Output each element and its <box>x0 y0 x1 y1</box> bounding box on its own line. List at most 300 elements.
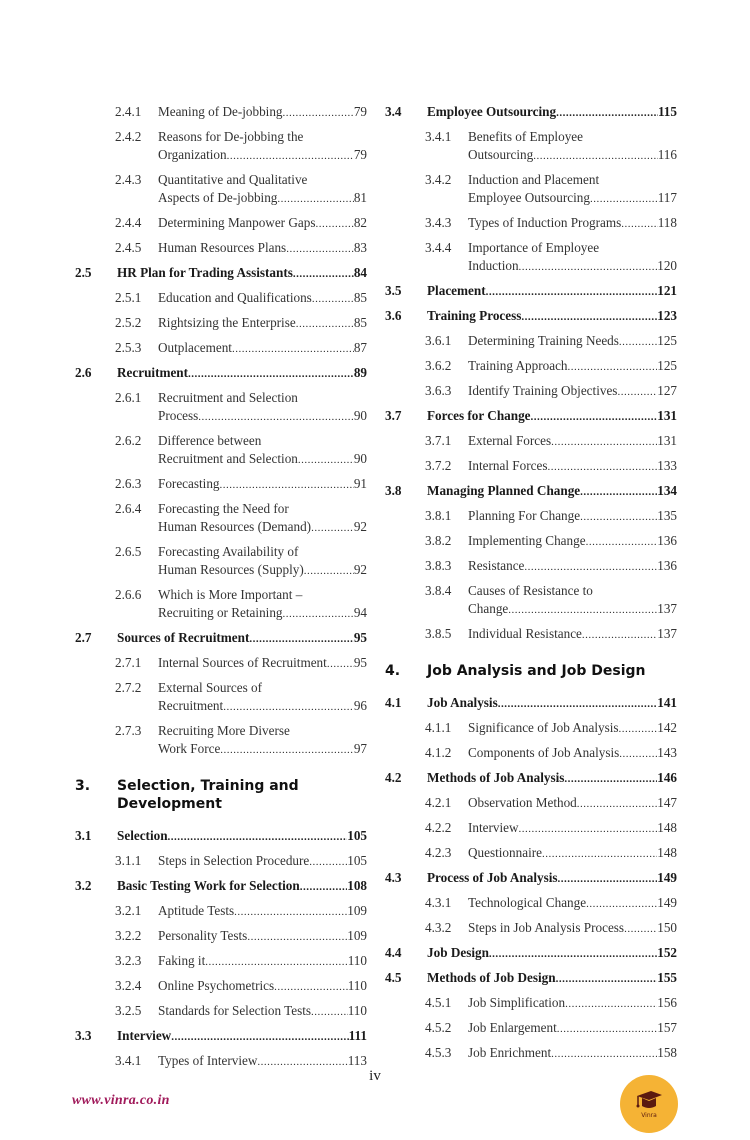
entry-title: Causes of Resistance to <box>468 583 593 598</box>
page-ref: 79 <box>353 104 367 119</box>
dot-leader <box>327 655 354 673</box>
page-ref: 118 <box>657 215 677 230</box>
entry-number: 4.2 <box>385 770 402 785</box>
entry-title: Job Analysis <box>427 695 498 710</box>
dot-leader <box>298 451 354 469</box>
entry-title: Resistance <box>468 558 525 573</box>
entry-title: Personality Tests <box>158 928 248 943</box>
dot-leader <box>311 519 354 537</box>
page-ref: 92 <box>353 562 367 577</box>
page-ref: 113 <box>347 1053 367 1068</box>
entry-title: HR Plan for Trading Assistants <box>117 265 293 280</box>
entry-title: Difference between <box>158 433 262 448</box>
entry-title: Components of Job Analysis <box>468 745 620 760</box>
toc-section-entry[interactable] <box>75 1027 367 1046</box>
entry-number: 2.5.3 <box>115 340 142 355</box>
page-ref: 109 <box>347 928 367 943</box>
toc-subsection-entry[interactable] <box>75 339 367 358</box>
page-ref: 157 <box>657 1020 677 1035</box>
toc-section-entry[interactable] <box>385 694 677 713</box>
chapter-number: 4. <box>385 663 401 679</box>
toc-left-column <box>75 103 367 1077</box>
toc-section-entry[interactable] <box>385 769 677 788</box>
toc-subsection-entry[interactable] <box>75 852 367 871</box>
entry-number: 3.7 <box>385 408 402 423</box>
entry-number: 4.1.1 <box>425 720 452 735</box>
entry-title: Questionnaire <box>468 845 542 860</box>
entry-title: Internal Sources of Recruitment <box>158 655 327 670</box>
dot-leader <box>586 533 658 551</box>
dot-leader <box>564 770 657 788</box>
chapter-number: 3. <box>75 778 91 794</box>
entry-number: 3.2.2 <box>115 928 142 943</box>
toc-subsection-entry[interactable] <box>75 171 367 208</box>
dot-leader <box>304 562 354 580</box>
page-ref: 135 <box>657 508 677 523</box>
entry-number: 2.7 <box>75 630 92 645</box>
page-ref: 95 <box>353 630 367 645</box>
page-number: iv <box>369 1068 381 1084</box>
entry-number: 4.5.3 <box>425 1045 452 1060</box>
page-ref: 121 <box>657 283 677 298</box>
entry-number: 2.7.3 <box>115 723 142 738</box>
page-ref: 87 <box>353 340 367 355</box>
dot-leader <box>311 1003 348 1021</box>
entry-title: Faking it <box>158 953 206 968</box>
entry-number: 3.5 <box>385 283 402 298</box>
entry-title: External Sources of <box>158 680 262 695</box>
dot-leader <box>315 215 353 233</box>
page-ref: 81 <box>353 190 367 205</box>
toc-subsection-entry[interactable] <box>385 357 677 376</box>
page-ref: 142 <box>657 720 677 735</box>
dot-leader <box>580 483 657 501</box>
page-ref: 131 <box>657 408 677 423</box>
dot-leader <box>624 920 657 938</box>
dot-leader <box>582 626 657 644</box>
entry-number: 2.6 <box>75 365 92 380</box>
entry-number: 4.1 <box>385 695 402 710</box>
entry-title: Determining Manpower Gaps <box>158 215 316 230</box>
entry-number: 2.5 <box>75 265 92 280</box>
entry-number: 3.1 <box>75 828 92 843</box>
website-link[interactable]: www.vinra.co.in <box>72 1093 170 1108</box>
entry-title: Identify Training Objectives <box>468 383 618 398</box>
entry-title: Technological Change <box>468 895 587 910</box>
page-ref: 137 <box>657 626 677 641</box>
entry-title: Training Approach <box>468 358 568 373</box>
entry-number: 4.2.3 <box>425 845 452 860</box>
dot-leader <box>247 928 347 946</box>
entry-title: Significance of Job Analysis <box>468 720 619 735</box>
dot-leader <box>557 1020 657 1038</box>
entry-title: Process of Job Analysis <box>427 870 558 885</box>
entry-title: Rightsizing the Enterprise <box>158 315 296 330</box>
entry-number: 4.3 <box>385 870 402 885</box>
page-ref: 158 <box>657 1045 677 1060</box>
entry-title: Aptitude Tests <box>158 903 235 918</box>
page-ref: 109 <box>347 903 367 918</box>
toc-section-entry[interactable] <box>385 407 677 426</box>
entry-title: Planning For Change <box>468 508 581 523</box>
entry-number: 3.6.1 <box>425 333 452 348</box>
page-ref: 91 <box>353 476 367 491</box>
page-ref: 156 <box>657 995 677 1010</box>
entry-title: Outplacement <box>158 340 232 355</box>
toc-subsection-entry[interactable] <box>385 582 677 619</box>
entry-title: Reasons for De-jobbing the <box>158 129 304 144</box>
dot-leader <box>489 945 657 963</box>
entry-number: 4.4 <box>385 945 402 960</box>
toc-subsection-entry[interactable] <box>75 679 367 716</box>
dot-leader <box>580 508 657 526</box>
dot-leader <box>556 970 658 988</box>
entry-title: Managing Planned Change <box>427 483 581 498</box>
entry-title: Implementing Change <box>468 533 586 548</box>
entry-number: 3.7.1 <box>425 433 452 448</box>
dot-leader <box>296 315 354 333</box>
dot-leader <box>586 895 657 913</box>
entry-title: Organization <box>158 147 227 162</box>
toc-subsection-entry[interactable] <box>75 432 367 469</box>
toc-section-entry[interactable] <box>75 827 367 846</box>
entry-number: 2.7.2 <box>115 680 142 695</box>
entry-number: 3.8.5 <box>425 626 452 641</box>
entry-number: 3.6.3 <box>425 383 452 398</box>
graduation-cap-icon <box>634 1089 664 1111</box>
dot-leader <box>188 365 354 383</box>
page-ref: 141 <box>657 695 677 710</box>
entry-number: 2.4.5 <box>115 240 142 255</box>
toc-section-entry[interactable] <box>385 103 677 122</box>
toc-subsection-entry[interactable] <box>385 507 677 526</box>
page-ref: 136 <box>657 558 677 573</box>
page-ref: 111 <box>348 1028 367 1043</box>
dot-leader <box>274 978 348 996</box>
entry-number: 4.3.1 <box>425 895 452 910</box>
toc-section-entry[interactable] <box>385 869 677 888</box>
entry-title: Training Process <box>427 308 522 323</box>
entry-title: Determining Training Needs <box>468 333 619 348</box>
entry-number: 3.2.3 <box>115 953 142 968</box>
toc-subsection-entry[interactable] <box>385 1019 677 1038</box>
entry-title: Steps in Selection Procedure <box>158 853 310 868</box>
page-ref: 105 <box>347 828 367 843</box>
entry-title: Induction <box>468 258 519 273</box>
chapter-title-line: Selection, Training and <box>117 778 299 794</box>
entry-number: 2.6.5 <box>115 544 142 559</box>
dot-leader <box>531 408 658 426</box>
entry-number: 3.2 <box>75 878 92 893</box>
entry-title: Forecasting the Need for <box>158 501 289 516</box>
dot-leader <box>300 878 348 896</box>
entry-number: 2.4.2 <box>115 129 142 144</box>
dot-leader <box>232 340 354 358</box>
toc-subsection-entry[interactable] <box>385 794 677 813</box>
dot-leader <box>619 333 657 351</box>
toc-subsection-entry[interactable] <box>385 128 677 165</box>
entry-title: Sources of Recruitment <box>117 630 250 645</box>
dot-leader <box>619 745 657 763</box>
toc-subsection-entry[interactable] <box>385 719 677 738</box>
toc-section-entry[interactable] <box>75 877 367 896</box>
dot-leader <box>498 695 657 713</box>
dot-leader <box>547 458 657 476</box>
toc-subsection-entry[interactable] <box>385 894 677 913</box>
entry-number: 2.7.1 <box>115 655 142 670</box>
toc-subsection-entry[interactable] <box>75 722 367 759</box>
dot-leader <box>168 828 348 846</box>
entry-number: 3.1.1 <box>115 853 142 868</box>
page-ref: 149 <box>657 895 677 910</box>
entry-number: 3.6 <box>385 308 402 323</box>
dot-leader <box>249 630 353 648</box>
dot-leader <box>617 383 657 401</box>
entry-number: 3.4.1 <box>425 129 452 144</box>
dot-leader <box>565 995 657 1013</box>
page-ref: 82 <box>353 215 367 230</box>
entry-title: Human Resources (Supply) <box>158 562 304 577</box>
toc-subsection-entry[interactable] <box>385 171 677 208</box>
dot-leader <box>283 104 354 122</box>
entry-title: Employee Outsourcing <box>427 104 557 119</box>
entry-title: Recruitment <box>117 365 189 380</box>
toc-subsection-entry[interactable] <box>385 994 677 1013</box>
dot-leader <box>558 870 658 888</box>
dot-leader <box>309 853 347 871</box>
entry-title: Observation Method <box>468 795 577 810</box>
toc-subsection-entry[interactable] <box>385 214 677 233</box>
toc-subsection-entry[interactable] <box>385 332 677 351</box>
toc-subsection-entry[interactable] <box>75 543 367 580</box>
toc-subsection-entry[interactable] <box>75 500 367 537</box>
page-ref: 116 <box>657 147 677 162</box>
toc-section-entry[interactable] <box>75 264 367 283</box>
entry-number: 4.5 <box>385 970 402 985</box>
entry-number: 2.6.3 <box>115 476 142 491</box>
entry-title: Basic Testing Work for Selection <box>117 878 300 893</box>
entry-number: 3.8.2 <box>425 533 452 548</box>
entry-title: Forecasting Availability of <box>158 544 299 559</box>
entry-number: 2.4.1 <box>115 104 142 119</box>
entry-title: Benefits of Employee <box>468 129 583 144</box>
page-ref: 85 <box>353 290 367 305</box>
entry-title: Job Enlargement <box>468 1020 557 1035</box>
dot-leader <box>519 820 658 838</box>
chapter-title-line: Development <box>117 796 222 812</box>
toc-subsection-entry[interactable] <box>75 654 367 673</box>
entry-number: 3.2.1 <box>115 903 142 918</box>
dot-leader <box>619 720 658 738</box>
dot-leader <box>234 903 347 921</box>
toc-subsection-entry[interactable] <box>385 239 677 276</box>
dot-leader <box>533 147 658 165</box>
entry-number: 3.4 <box>385 104 402 119</box>
toc-subsection-entry[interactable] <box>75 103 367 122</box>
entry-title: Individual Resistance <box>468 626 582 641</box>
toc-subsection-entry[interactable] <box>75 128 367 165</box>
toc-subsection-entry[interactable] <box>385 532 677 551</box>
page-ref: 79 <box>353 147 367 162</box>
toc-section-entry[interactable] <box>385 307 677 326</box>
toc-subsection-entry[interactable] <box>75 977 367 996</box>
chapter-heading <box>385 662 677 680</box>
toc-subsection-entry[interactable] <box>385 1044 677 1063</box>
dot-leader <box>277 190 353 208</box>
dot-leader <box>568 358 658 376</box>
page-ref: 105 <box>347 853 367 868</box>
toc-section-entry[interactable] <box>385 482 677 501</box>
entry-number: 2.5.2 <box>115 315 142 330</box>
dot-leader <box>508 601 657 619</box>
dot-leader <box>312 290 354 308</box>
dot-leader <box>293 265 354 283</box>
entry-title: Types of Interview <box>158 1053 258 1068</box>
dot-leader <box>227 147 354 165</box>
entry-number: 4.5.1 <box>425 995 452 1010</box>
toc-subsection-entry[interactable] <box>385 557 677 576</box>
page-ref: 96 <box>353 698 367 713</box>
entry-title: Education and Qualifications <box>158 290 312 305</box>
page-ref: 115 <box>657 104 677 119</box>
toc-subsection-entry[interactable] <box>75 1002 367 1021</box>
entry-title: Recruiting More Diverse <box>158 723 290 738</box>
entry-title: Internal Forces <box>468 458 548 473</box>
entry-title: Types of Induction Programs <box>468 215 622 230</box>
entry-number: 3.6.2 <box>425 358 452 373</box>
page-ref: 149 <box>657 870 677 885</box>
page-ref: 110 <box>347 953 367 968</box>
toc-section-entry[interactable] <box>75 629 367 648</box>
entry-number: 4.2.1 <box>425 795 452 810</box>
page-ref: 92 <box>353 519 367 534</box>
page-ref: 108 <box>347 878 367 893</box>
toc-subsection-entry[interactable] <box>75 952 367 971</box>
dot-leader <box>205 953 347 971</box>
toc-subsection-entry[interactable] <box>75 475 367 494</box>
entry-title: Meaning of De-jobbing <box>158 104 283 119</box>
entry-number: 4.2.2 <box>425 820 452 835</box>
entry-title: External Forces <box>468 433 552 448</box>
entry-title: Recruitment <box>158 698 224 713</box>
entry-number: 4.3.2 <box>425 920 452 935</box>
entry-title: Employee Outsourcing <box>468 190 590 205</box>
entry-title: Methods of Job Analysis <box>427 770 565 785</box>
chapter-title-line: Job Analysis and Job Design <box>427 663 646 679</box>
page-ref: 110 <box>347 978 367 993</box>
page-ref: 84 <box>353 265 367 280</box>
entry-number: 3.7.2 <box>425 458 452 473</box>
toc-section-entry[interactable] <box>75 364 367 383</box>
page-ref: 97 <box>353 741 367 756</box>
entry-title: Interview <box>468 820 519 835</box>
page-ref: 134 <box>657 483 677 498</box>
dot-leader <box>486 283 658 301</box>
dot-leader <box>556 104 658 122</box>
toc-subsection-entry[interactable] <box>75 927 367 946</box>
toc-subsection-entry[interactable] <box>385 819 677 838</box>
toc-subsection-entry[interactable] <box>75 214 367 233</box>
entry-title: Change <box>468 601 509 616</box>
entry-title: Selection <box>117 828 168 843</box>
toc-subsection-entry[interactable] <box>385 844 677 863</box>
dot-leader <box>198 408 354 426</box>
dot-leader <box>286 240 354 258</box>
toc-subsection-entry[interactable] <box>385 625 677 644</box>
entry-number: 3.2.4 <box>115 978 142 993</box>
entry-title: Forces for Change <box>427 408 531 423</box>
page-ref: 125 <box>657 358 677 373</box>
vinra-logo <box>620 1075 678 1133</box>
toc-section-entry[interactable] <box>385 944 677 963</box>
entry-title: Job Enrichment <box>468 1045 552 1060</box>
toc-subsection-entry[interactable] <box>75 289 367 308</box>
entry-number: 2.6.1 <box>115 390 142 405</box>
entry-number: 2.4.4 <box>115 215 142 230</box>
dot-leader <box>542 845 657 863</box>
entry-number: 3.4.4 <box>425 240 452 255</box>
entry-title: Standards for Selection Tests <box>158 1003 312 1018</box>
entry-number: 3.3 <box>75 1028 92 1043</box>
entry-number: 3.4.1 <box>115 1053 142 1068</box>
chapter-heading <box>75 777 367 813</box>
page-ref: 117 <box>657 190 677 205</box>
toc-subsection-entry[interactable] <box>75 389 367 426</box>
entry-number: 3.4.3 <box>425 215 452 230</box>
entry-title: Steps in Job Analysis Process <box>468 920 625 935</box>
toc-subsection-entry[interactable] <box>385 744 677 763</box>
dot-leader <box>590 190 658 208</box>
entry-title: Recruiting or Retaining <box>158 605 283 620</box>
page-ref: 90 <box>353 451 367 466</box>
entry-title: Interview <box>117 1028 172 1043</box>
toc-subsection-entry[interactable] <box>75 314 367 333</box>
toc-subsection-entry[interactable] <box>385 457 677 476</box>
entry-title: Job Design <box>427 945 489 960</box>
dot-leader <box>171 1028 348 1046</box>
dot-leader <box>283 605 354 623</box>
entry-number: 2.4.3 <box>115 172 142 187</box>
page-ref: 127 <box>657 383 677 398</box>
dot-leader <box>524 558 657 576</box>
toc-subsection-entry[interactable] <box>75 586 367 623</box>
entry-number: 3.8.3 <box>425 558 452 573</box>
page-ref: 148 <box>657 845 677 860</box>
page-ref: 136 <box>657 533 677 548</box>
toc-section-entry[interactable] <box>385 969 677 988</box>
dot-leader <box>551 433 657 451</box>
entry-number: 3.8.4 <box>425 583 452 598</box>
logo-label: Vinra <box>641 1112 657 1119</box>
toc-right-column <box>385 103 677 1069</box>
toc-section-entry[interactable] <box>385 282 677 301</box>
entry-number: 2.5.1 <box>115 290 142 305</box>
toc-subsection-entry[interactable] <box>385 432 677 451</box>
entry-title: Aspects of De-jobbing <box>158 190 278 205</box>
entry-number: 3.4.2 <box>425 172 452 187</box>
entry-title: Induction and Placement <box>468 172 600 187</box>
toc-subsection-entry[interactable] <box>385 919 677 938</box>
toc-subsection-entry[interactable] <box>75 239 367 258</box>
entry-title: Which is More Important – <box>158 587 303 602</box>
toc-subsection-entry[interactable] <box>385 382 677 401</box>
page-ref: 89 <box>353 365 367 380</box>
page-ref: 110 <box>347 1003 367 1018</box>
entry-number: 2.6.6 <box>115 587 142 602</box>
toc-subsection-entry[interactable] <box>75 902 367 921</box>
entry-number: 3.2.5 <box>115 1003 142 1018</box>
entry-number: 4.1.2 <box>425 745 452 760</box>
